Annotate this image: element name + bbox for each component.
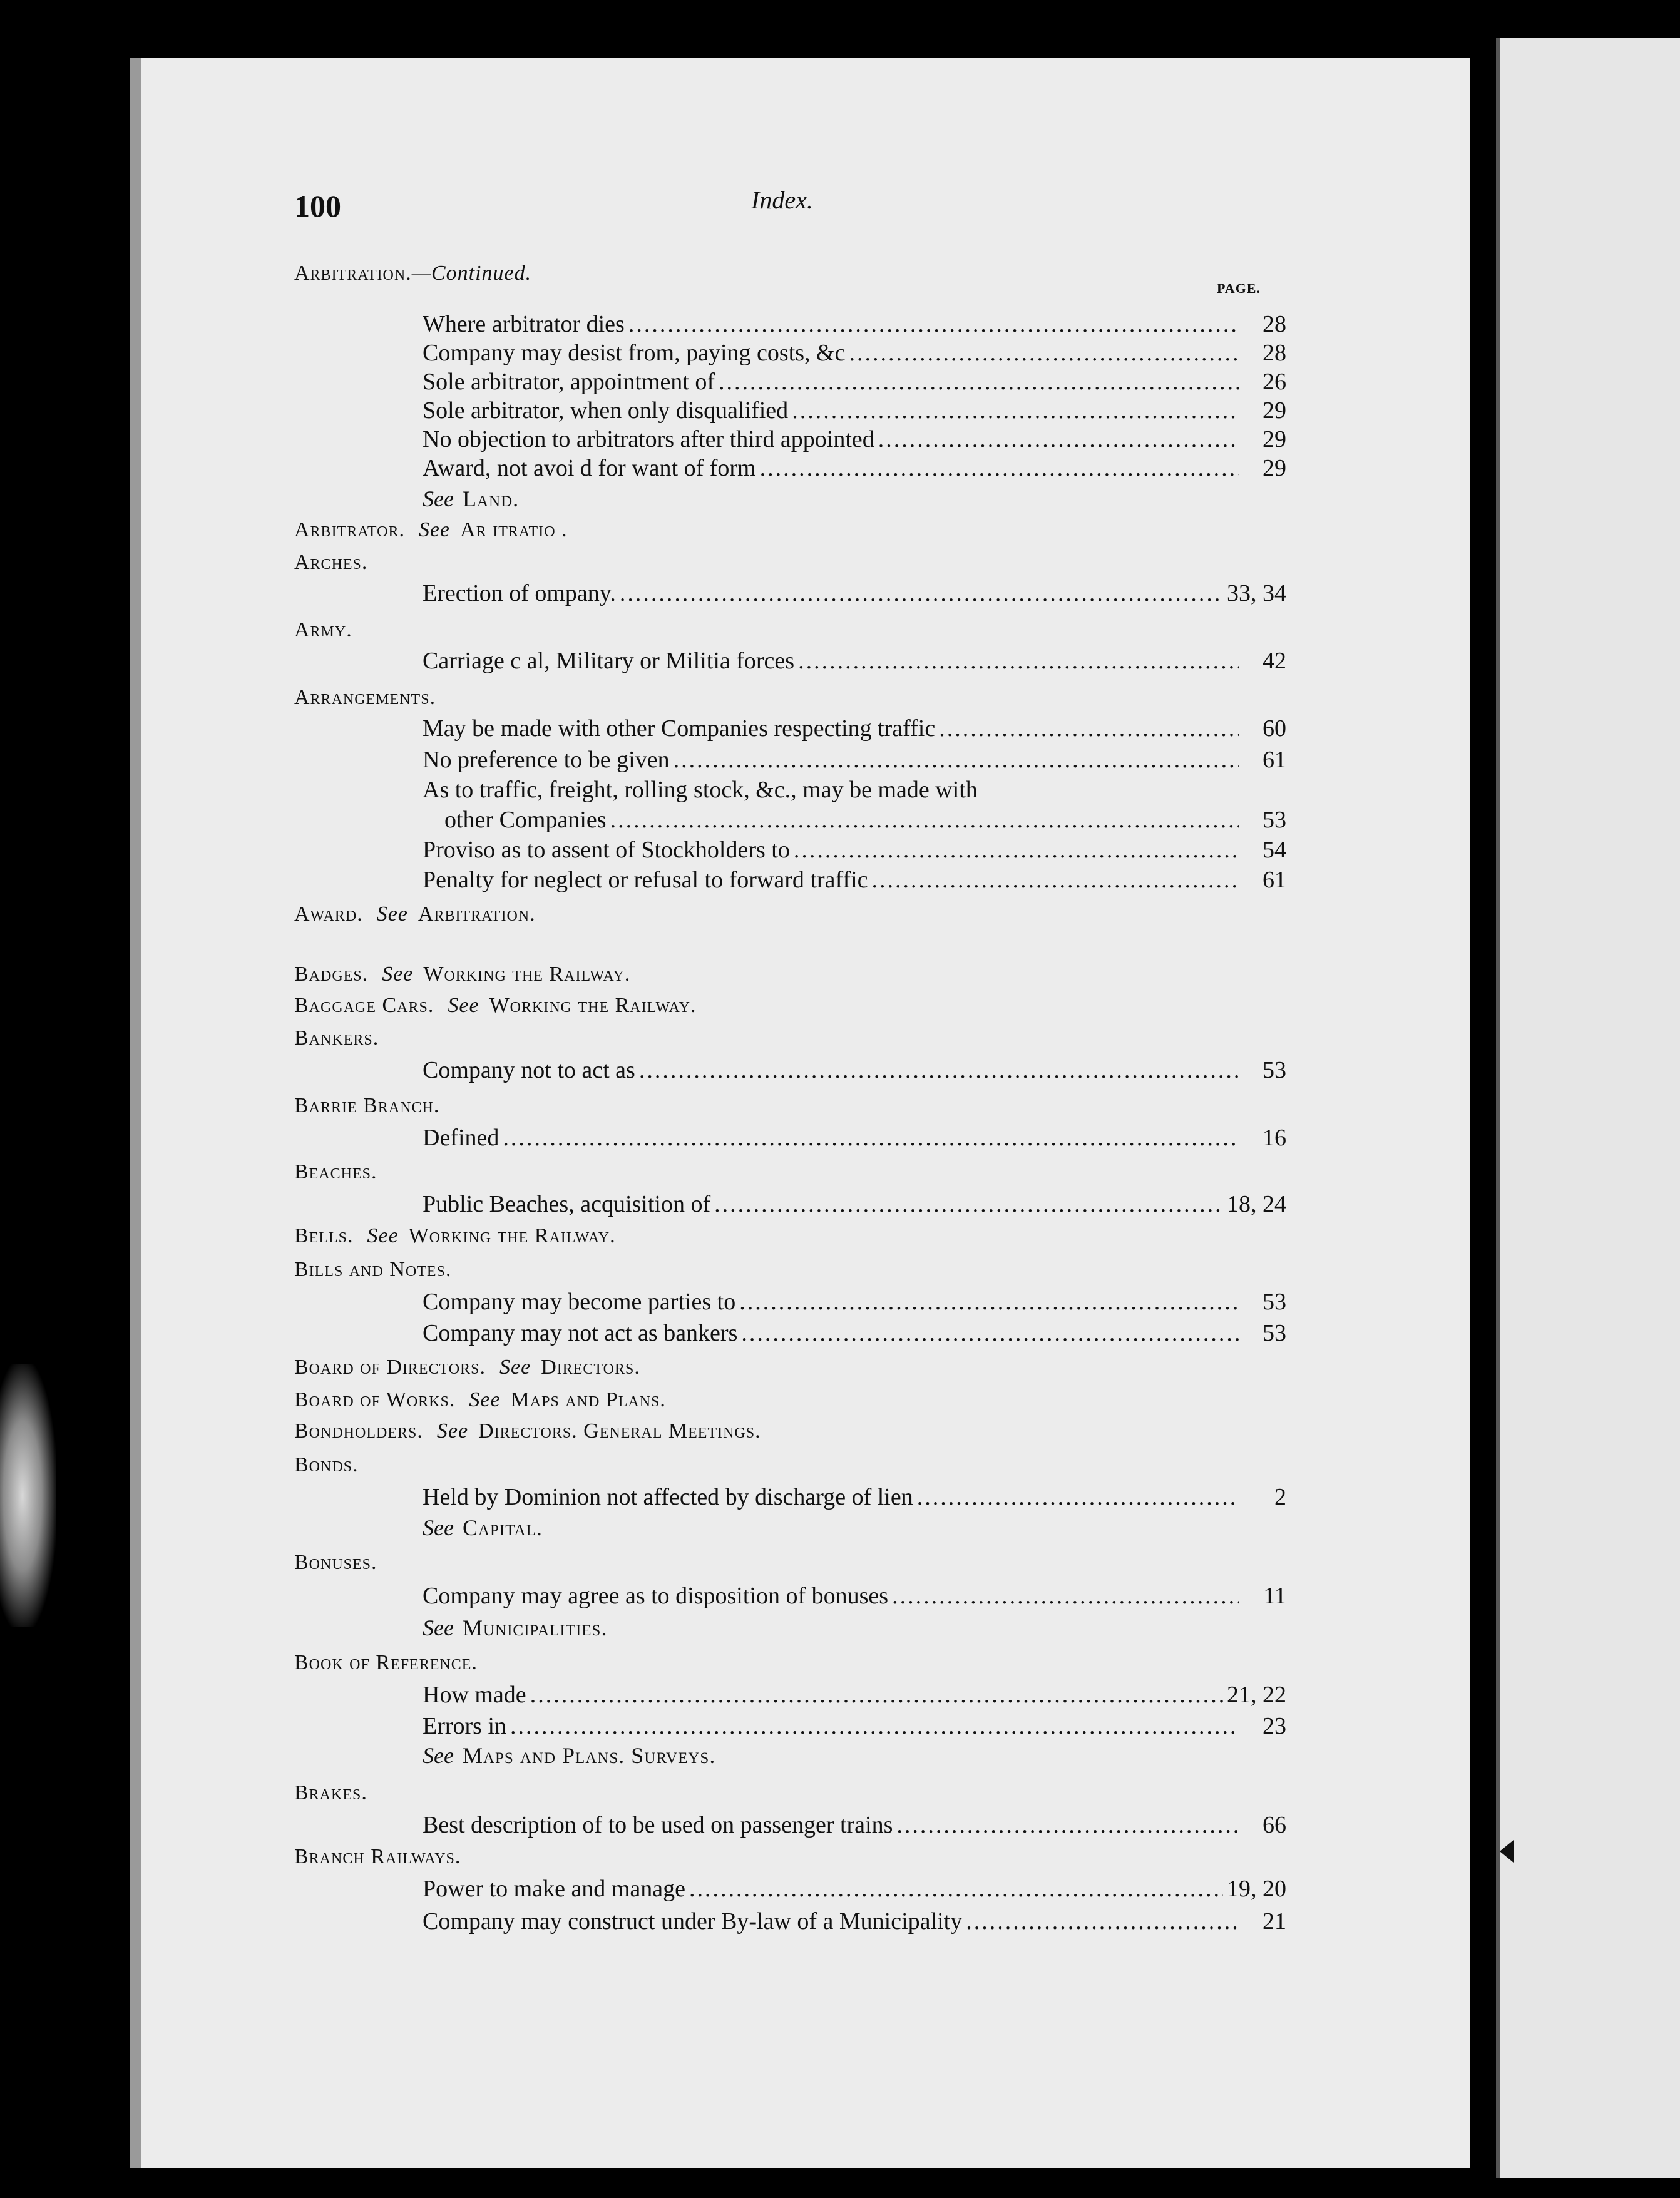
cross-reference: Ar itratio . <box>460 518 568 541</box>
index-heading <box>294 1160 377 1184</box>
dot-leader <box>510 1712 1239 1740</box>
dot-leader <box>966 1908 1239 1935</box>
running-head: Index. <box>751 186 813 214</box>
page-reference: 19, 20 <box>1227 1876 1286 1902</box>
subentry-text: Company may agree as to disposition of bonuses <box>423 1583 889 1609</box>
dot-leader <box>872 866 1239 894</box>
index-subentry <box>423 1712 1286 1740</box>
index-subentry <box>423 1681 1286 1709</box>
index-heading <box>294 1388 666 1412</box>
heading-text: Bells. <box>294 1224 354 1247</box>
subentry-text: Public Beaches, acquisition of <box>423 1191 711 1217</box>
index-heading <box>294 1224 616 1248</box>
index-heading <box>294 618 352 642</box>
dot-leader <box>917 1483 1239 1511</box>
heading-text: Bonuses. <box>294 1551 377 1574</box>
index-subentry <box>423 1811 1286 1839</box>
page-column-label: PAGE. <box>1217 280 1261 296</box>
dot-leader <box>503 1124 1239 1152</box>
see-also-line <box>423 1742 715 1769</box>
index-subentry <box>423 397 1286 424</box>
index-heading <box>294 262 531 285</box>
heading-text: Brakes. <box>294 1781 367 1804</box>
heading-text: Bills and Notes. <box>294 1258 452 1281</box>
dot-leader <box>760 454 1239 482</box>
cross-reference: Capital. <box>462 1515 543 1540</box>
cross-reference: Maps and Plans. <box>510 1388 666 1411</box>
index-subentry <box>423 1483 1286 1511</box>
cross-reference: Working the Railway. <box>489 994 697 1017</box>
page-reference: 53 <box>1263 1057 1286 1083</box>
heading-text: Arrangements. <box>294 686 436 709</box>
page-reference: 29 <box>1263 397 1286 424</box>
index-subentry <box>423 368 1286 396</box>
heading-text: Bonds. <box>294 1453 359 1476</box>
subentry-text: Power to make and manage <box>423 1876 685 1902</box>
heading-text: Beaches. <box>294 1160 377 1183</box>
see-label: See <box>423 1615 454 1640</box>
index-heading <box>294 518 568 542</box>
see-label: See <box>423 1515 454 1540</box>
dot-leader <box>639 1056 1239 1084</box>
heading-text: Board of Works. <box>294 1388 456 1411</box>
page-reference: 28 <box>1263 311 1286 337</box>
see-label: See <box>376 902 408 926</box>
index-subentry <box>423 339 1286 367</box>
heading-text: Arbitrator. <box>294 518 405 541</box>
see-also-line <box>423 486 519 512</box>
index-heading <box>294 1453 359 1477</box>
subentry-text: Sole arbitrator, when only disqualified <box>423 397 789 424</box>
subentry-text: As to traffic, freight, rolling stock, &c., may be made with <box>423 777 978 803</box>
cross-reference: Directors. <box>541 1356 640 1379</box>
dot-leader <box>739 1288 1239 1316</box>
page-reference: 29 <box>1263 426 1286 452</box>
see-label: See <box>448 994 479 1017</box>
index-heading <box>294 686 436 710</box>
subentry-text: Company may desist from, paying costs, &c <box>423 340 846 366</box>
index-subentry <box>423 866 1286 894</box>
index-subentry <box>423 746 1286 774</box>
index-heading <box>294 902 536 926</box>
cross-reference: Working the Railway. <box>408 1224 616 1247</box>
page-reference: 61 <box>1263 867 1286 893</box>
page-reference: 16 <box>1263 1125 1286 1151</box>
page-reference: 18, 24 <box>1227 1191 1286 1217</box>
index-heading <box>294 1781 367 1805</box>
see-label: See <box>499 1356 531 1379</box>
dot-leader <box>794 836 1239 864</box>
page-reference: 11 <box>1263 1583 1286 1609</box>
dot-leader <box>939 715 1239 742</box>
dot-leader <box>674 746 1239 774</box>
heading-text: Arches. <box>294 551 368 574</box>
see-also-line <box>423 1615 607 1641</box>
page-reference: 66 <box>1263 1812 1286 1838</box>
heading-text: Barrie Branch. <box>294 1094 440 1117</box>
dot-leader <box>741 1319 1239 1347</box>
cross-reference: Directors. General Meetings. <box>478 1419 761 1443</box>
index-heading <box>294 551 367 575</box>
heading-text: Bankers. <box>294 1026 379 1050</box>
index-heading <box>294 1845 461 1869</box>
index-heading <box>294 994 696 1018</box>
subentry-text: Erection of ompany. <box>423 580 616 606</box>
page-reference: 29 <box>1263 455 1286 481</box>
index-subentry <box>423 310 1286 338</box>
index-subentry <box>423 1582 1286 1610</box>
subentry-text: Company may construct under By-law of a Municipality <box>423 1908 963 1935</box>
dot-leader <box>719 368 1239 396</box>
index-subentry <box>423 776 1286 804</box>
heading-text: Badges. <box>294 963 369 986</box>
page-reference: 21, 22 <box>1227 1682 1286 1708</box>
cross-reference: Working the Railway. <box>423 963 631 986</box>
cross-reference: Maps and Plans. Surveys. <box>462 1743 716 1768</box>
see-label: See <box>423 486 454 511</box>
dot-leader <box>798 647 1239 675</box>
subentry-text: No objection to arbitrators after third appointed <box>423 426 874 452</box>
page-reference: 53 <box>1263 807 1286 833</box>
see-also-line <box>423 1515 543 1541</box>
dot-leader <box>530 1681 1223 1709</box>
index-subentry <box>423 580 1286 607</box>
heading-text: Book of Reference. <box>294 1651 478 1674</box>
dot-leader <box>620 580 1223 607</box>
index-heading <box>294 1419 761 1443</box>
subentry-text: Best description of to be used on passenger trains <box>423 1812 893 1838</box>
see-label: See <box>418 518 451 541</box>
subentry-text: How made <box>423 1682 526 1708</box>
heading-text: Branch Railways. <box>294 1845 461 1868</box>
page-reference: 21 <box>1263 1908 1286 1935</box>
index-heading <box>294 1356 640 1379</box>
see-label: See <box>436 1419 469 1443</box>
cross-reference: Municipalities. <box>462 1615 608 1640</box>
see-label: See <box>423 1743 454 1768</box>
index-subentry <box>423 1190 1286 1218</box>
page-reference: 42 <box>1263 648 1286 674</box>
page-clip-mark <box>1500 1840 1514 1863</box>
facing-page-edge <box>1496 38 1680 2178</box>
index-subentry <box>423 1124 1286 1152</box>
index-subentry <box>423 1875 1286 1903</box>
cross-reference: Land. <box>462 486 520 511</box>
index-heading <box>294 1026 379 1050</box>
heading-text: Board of Directors. <box>294 1356 486 1379</box>
dot-leader <box>849 339 1239 367</box>
page-reference: 33, 34 <box>1227 580 1286 606</box>
index-subentry <box>423 426 1286 453</box>
subentry-continuation <box>444 806 1286 834</box>
continuation-text: other Companies <box>444 807 607 833</box>
see-label: See <box>382 963 414 986</box>
heading-text: Army. <box>294 618 352 642</box>
subentry-text: Company may become parties to <box>423 1289 736 1315</box>
index-subentry <box>423 1288 1286 1316</box>
dot-leader <box>714 1190 1223 1218</box>
page-reference: 2 <box>1274 1484 1286 1510</box>
page-reference: 53 <box>1263 1320 1286 1346</box>
subentry-text: May be made with other Companies respecting traffic <box>423 715 936 742</box>
index-heading <box>294 1651 478 1675</box>
dot-leader <box>792 397 1239 424</box>
subentry-text: Carriage c al, Military or Militia forces <box>423 648 795 674</box>
index-heading <box>294 1551 377 1575</box>
index-subentry <box>423 715 1286 742</box>
dot-leader <box>896 1811 1239 1839</box>
subentry-text: Errors in <box>423 1713 507 1739</box>
subentry-text: Defined <box>423 1125 499 1151</box>
subentry-text: Company may not act as bankers <box>423 1320 738 1346</box>
continued-label: —Continued. <box>411 262 532 285</box>
page-reference: 53 <box>1263 1289 1286 1315</box>
heading-text: Baggage Cars. <box>294 994 434 1017</box>
index-heading <box>294 963 630 986</box>
see-label: See <box>469 1388 501 1411</box>
page-number: 100 <box>294 188 341 223</box>
index-subentry <box>423 1056 1286 1084</box>
heading-text: Award. <box>294 902 363 926</box>
subentry-text: Sole arbitrator, appointment of <box>423 369 715 395</box>
page-reference: 54 <box>1263 837 1286 863</box>
index-subentry <box>423 454 1286 482</box>
dot-leader <box>892 1582 1239 1610</box>
subentry-text: Where arbitrator dies <box>423 311 625 337</box>
dot-leader <box>628 310 1239 338</box>
subentry-text: No preference to be given <box>423 747 670 773</box>
see-label: See <box>367 1224 399 1247</box>
subentry-text: Proviso as to assent of Stockholders to <box>423 837 790 863</box>
subentry-text: Penalty for neglect or refusal to forward traffic <box>423 867 868 893</box>
page-reference: 61 <box>1263 747 1286 773</box>
index-heading <box>294 1094 439 1118</box>
cross-reference: Arbitration. <box>417 902 536 926</box>
page-reference: 28 <box>1263 340 1286 366</box>
heading-text: Arbitration. <box>294 262 412 285</box>
index-subentry <box>423 647 1286 675</box>
heading-text: Bondholders. <box>294 1419 423 1443</box>
page-reference: 60 <box>1263 715 1286 742</box>
dot-leader <box>878 426 1239 453</box>
paper-fragment <box>0 1364 56 1627</box>
subentry-text: Company not to act as <box>423 1057 635 1083</box>
dot-leader <box>689 1875 1223 1903</box>
index-subentry <box>423 1319 1286 1347</box>
subentry-text: Award, not avoi d for want of form <box>423 455 756 481</box>
page-reference: 23 <box>1263 1713 1286 1739</box>
index-subentry <box>423 836 1286 864</box>
subentry-text: Held by Dominion not affected by discharge of lien <box>423 1484 913 1510</box>
dot-leader <box>610 806 1239 834</box>
index-heading <box>294 1258 451 1282</box>
index-subentry <box>423 1908 1286 1935</box>
page-reference: 26 <box>1263 369 1286 395</box>
